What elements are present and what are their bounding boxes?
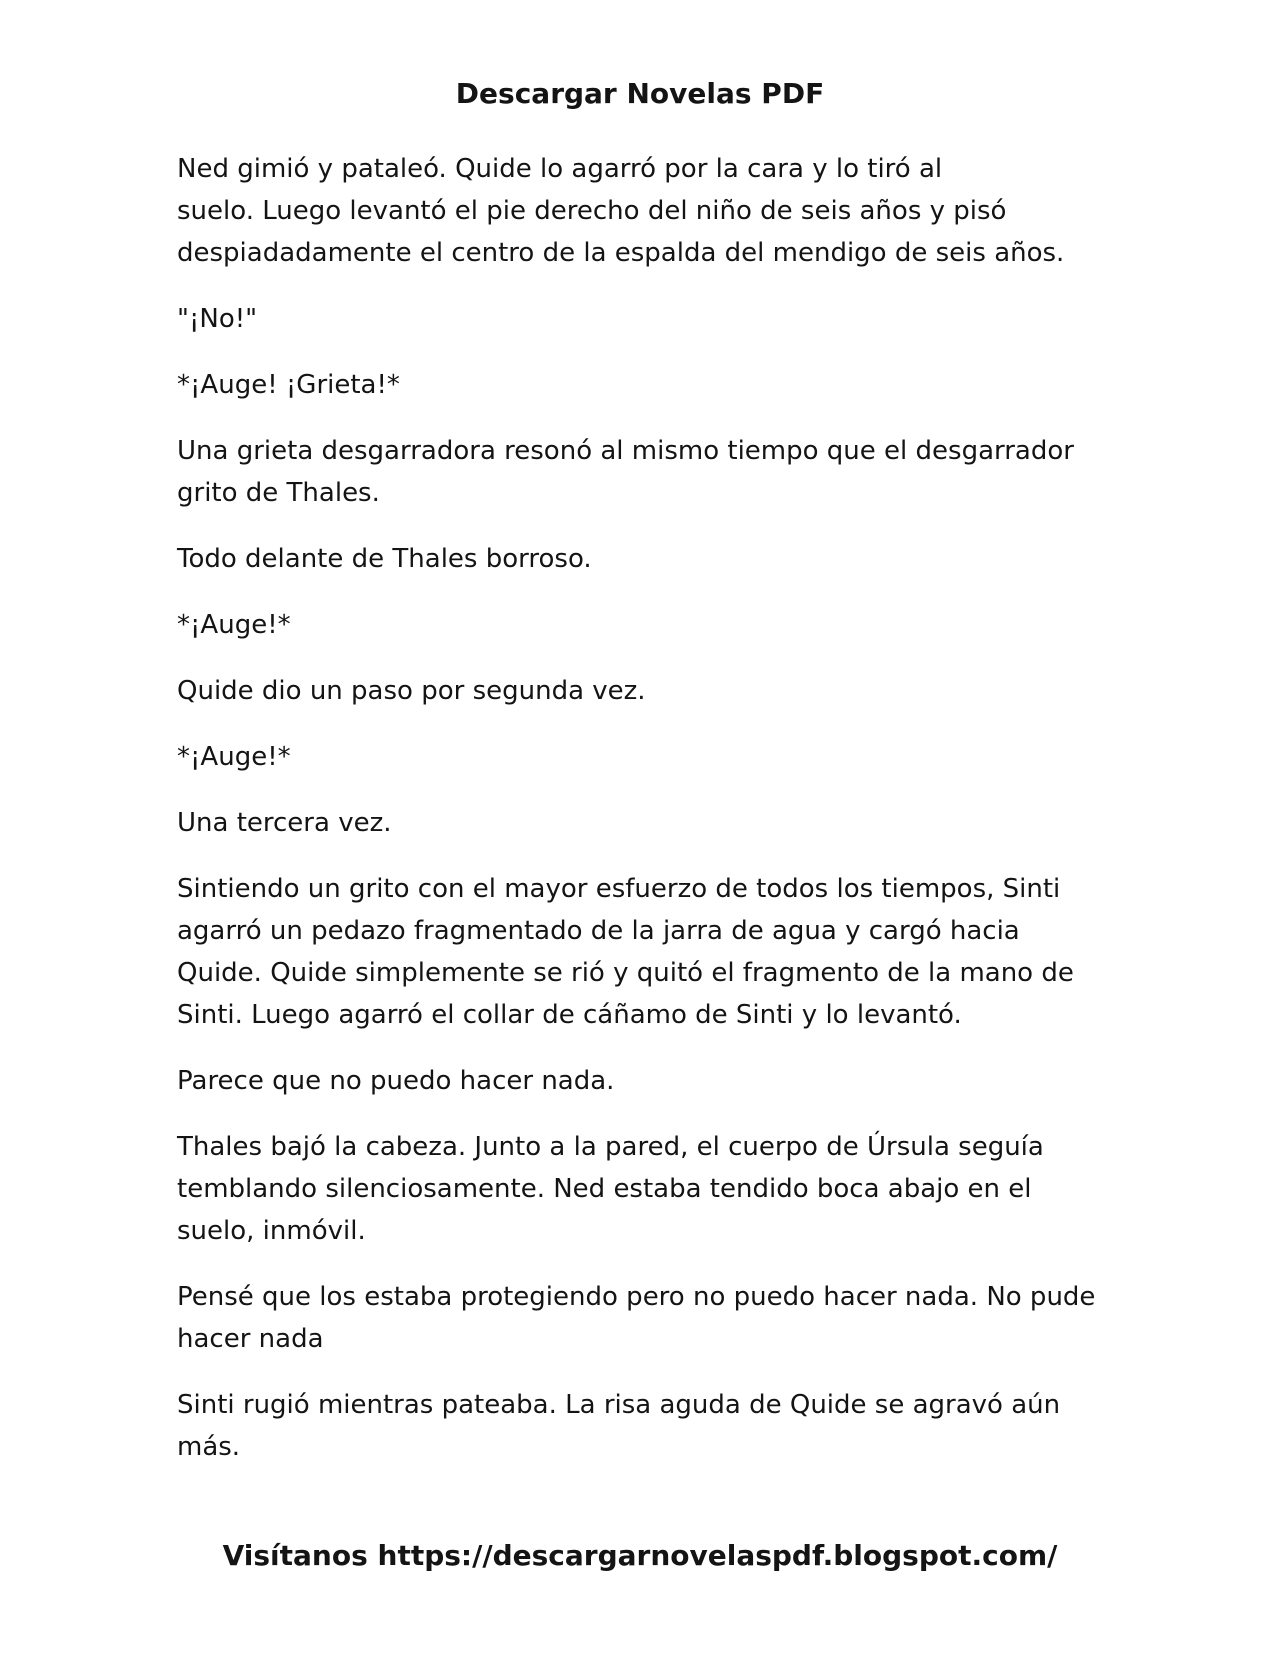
paragraph [177,1384,1107,1468]
paragraph [177,148,1107,274]
paragraph [177,1126,1107,1252]
paragraph [177,1276,1107,1360]
text-line: Ned gimió y pataleó. Quide lo agarró por la cara y lo tiró al [177,154,943,184]
paragraph [177,736,1107,778]
text-line: más. [177,1432,241,1462]
text-line: Todo delante de Thales borroso. [177,544,592,574]
paragraph [177,430,1107,514]
text-line: suelo, inmóvil. [177,1216,366,1246]
paragraph [177,298,1107,340]
text-line: Quide. Quide simplemente se rió y quitó el fragmento de la mano de [177,958,1074,988]
paragraph [177,538,1107,580]
text-line: Una tercera vez. [177,808,392,838]
text-line: suelo. Luego levantó el pie derecho del niño de seis años y pisó [177,196,1007,226]
text-line: Thales bajó la cabeza. Junto a la pared, el cuerpo de Úrsula seguía [177,1132,1044,1162]
text-line: Pensé que los estaba protegiendo pero no puedo hacer nada. No pude [177,1282,1096,1312]
text-line: Sinti. Luego agarró el collar de cáñamo de Sinti y lo levantó. [177,1000,962,1030]
page-title: Descargar Novelas PDF [455,77,825,110]
paragraph [177,868,1107,1036]
text-line: Sinti rugió mientras pateaba. La risa aguda de Quide se agravó aún [177,1390,1061,1420]
text-line: hacer nada [177,1324,324,1354]
footer-visit-link: Visítanos https://descargarnovelaspdf.blogspot.com/ [222,1539,1058,1572]
text-line: grito de Thales. [177,478,380,508]
text-line: Quide dio un paso por segunda vez. [177,676,646,706]
text-line: despiadadamente el centro de la espalda del mendigo de seis años. [177,238,1065,268]
text-line: temblando silenciosamente. Ned estaba tendido boca abajo en el [177,1174,1032,1204]
text-line: *¡Auge! ¡Grieta!* [177,370,400,400]
document-body [177,148,1107,1492]
text-line: Una grieta desgarradora resonó al mismo tiempo que el desgarrador [177,436,1074,466]
text-line: Sintiendo un grito con el mayor esfuerzo de todos los tiempos, Sinti [177,874,1061,904]
text-line: *¡Auge!* [177,610,291,640]
text-line: agarró un pedazo fragmentado de la jarra de agua y cargó hacia [177,916,1020,946]
paragraph [177,604,1107,646]
text-line: Parece que no puedo hacer nada. [177,1066,615,1096]
paragraph [177,670,1107,712]
paragraph [177,364,1107,406]
text-line: "¡No!" [177,304,258,334]
paragraph [177,1060,1107,1102]
text-line: *¡Auge!* [177,742,291,772]
paragraph [177,802,1107,844]
